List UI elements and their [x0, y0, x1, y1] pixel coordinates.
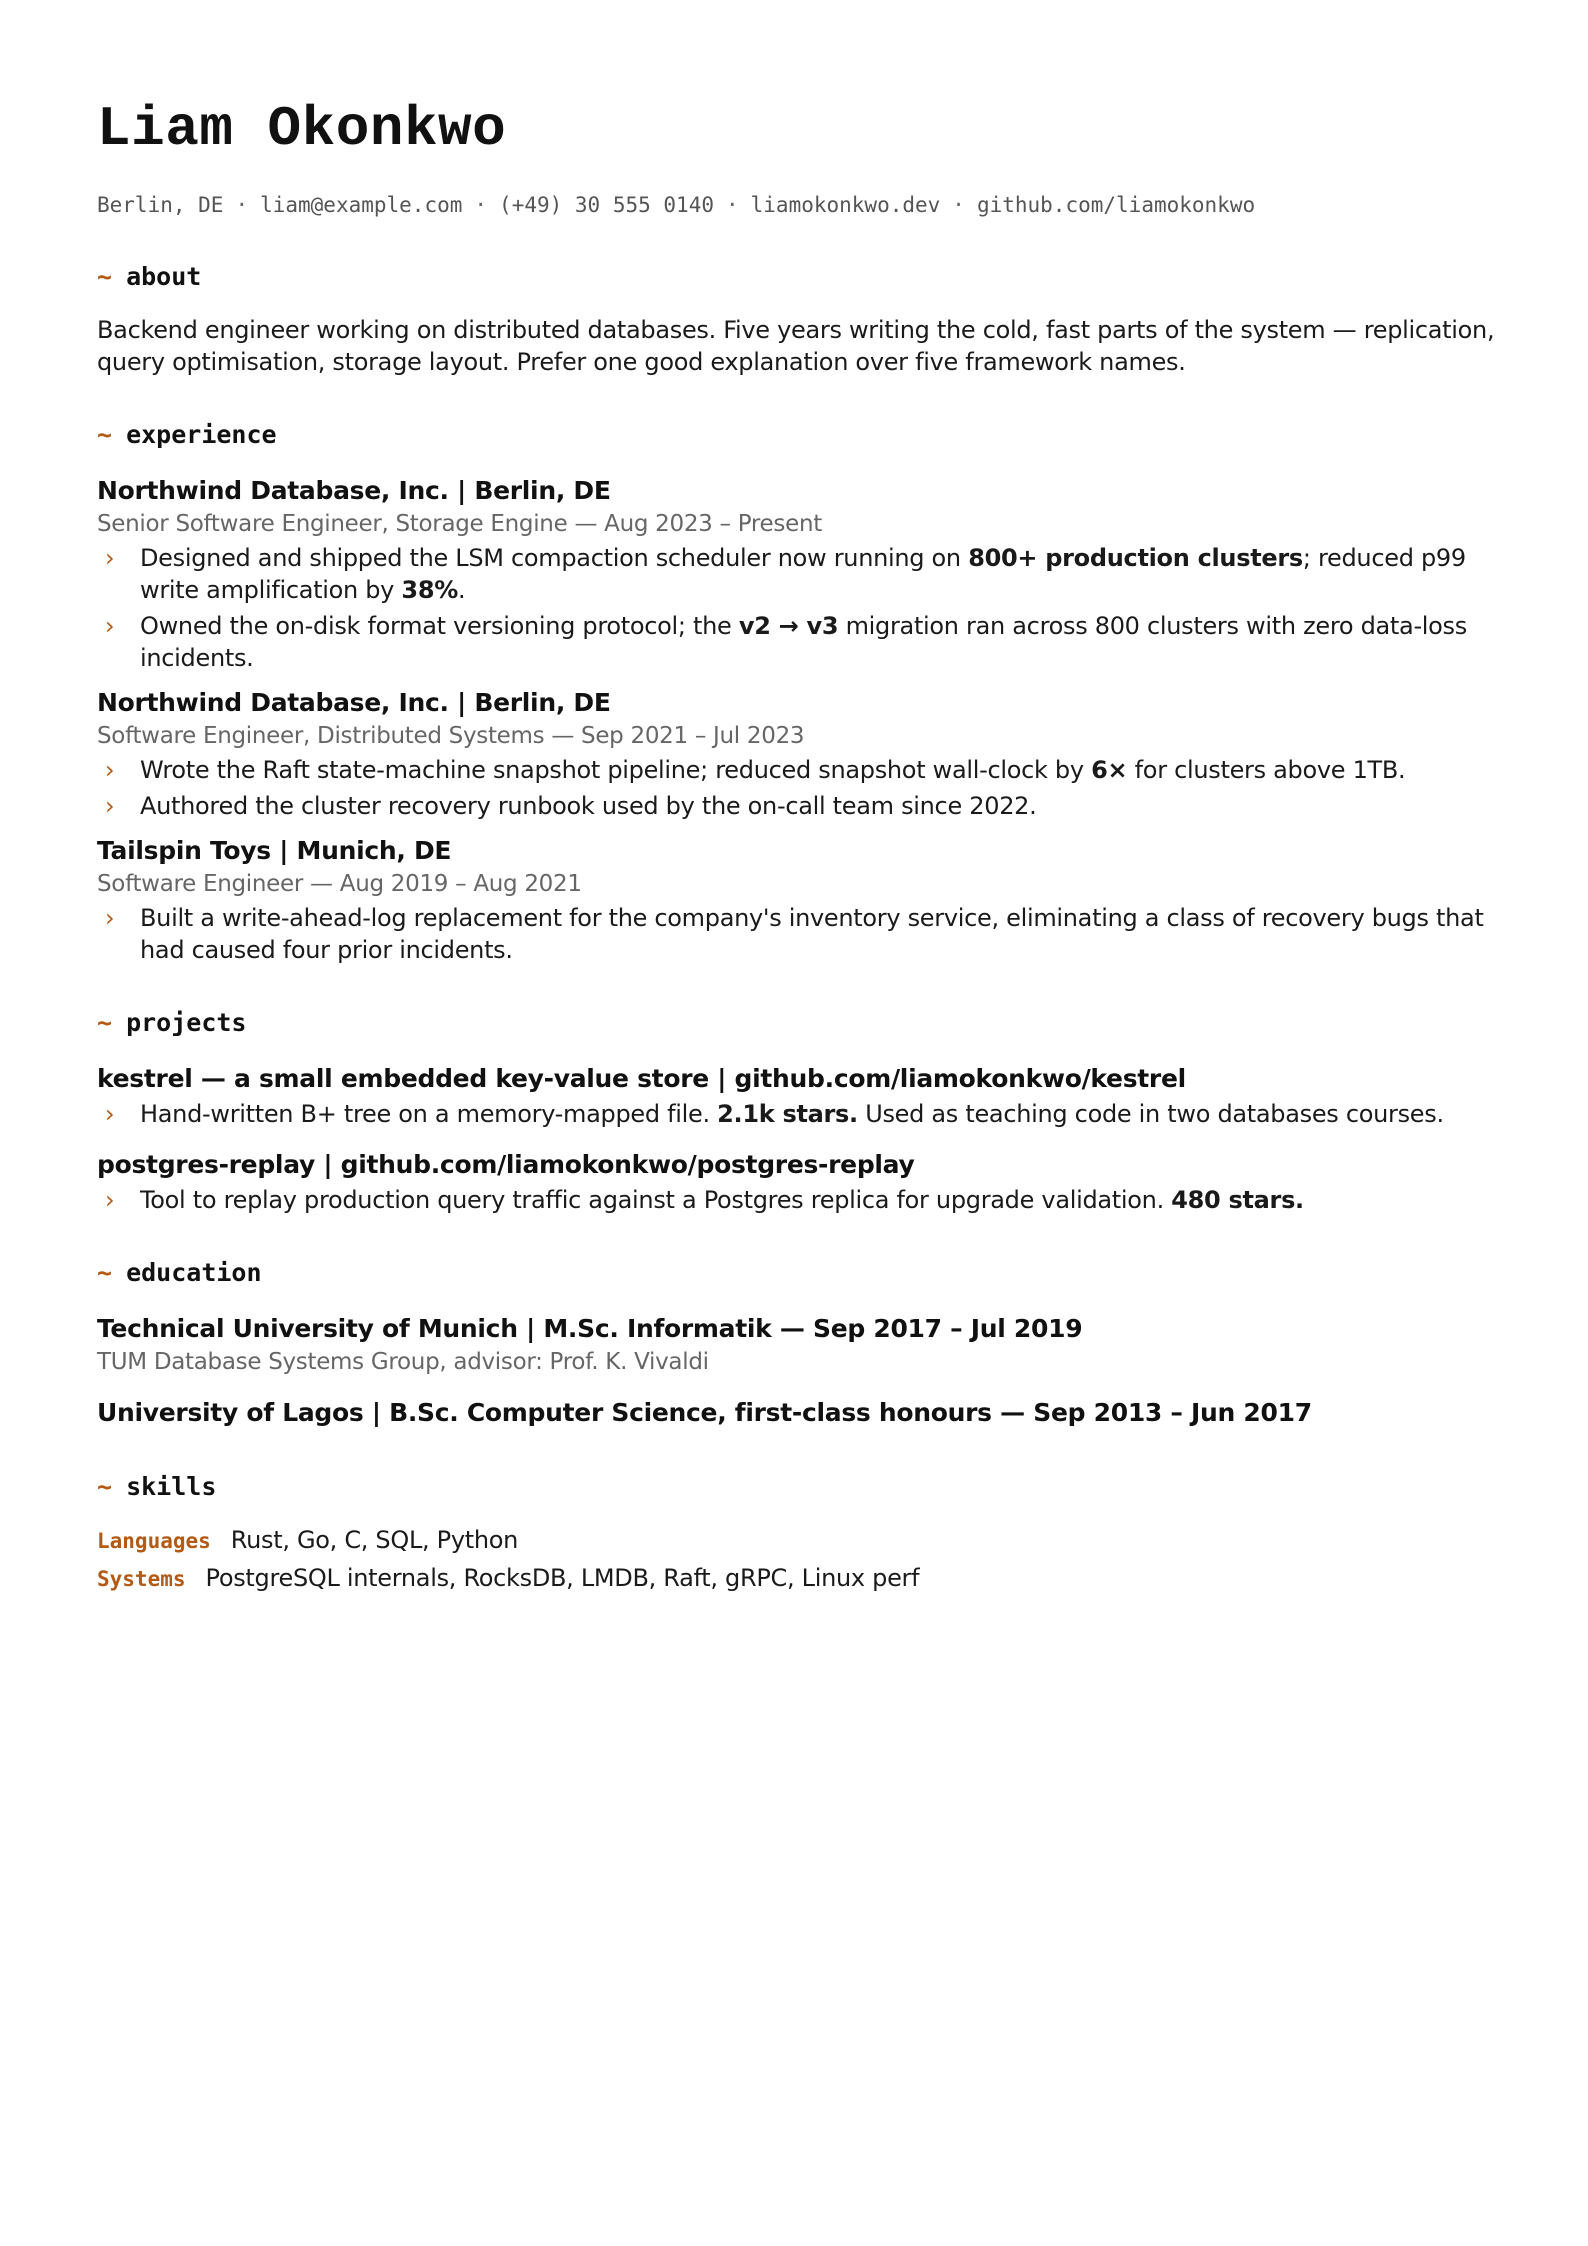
bullet-highlight: 2.1k stars.: [717, 1100, 858, 1128]
contact-email[interactable]: liam@example.com: [260, 193, 463, 217]
bullet-item: [97, 1184, 1507, 1216]
project-bullets: [97, 1098, 1507, 1130]
bullet-highlight: 800+ production clusters: [968, 544, 1303, 572]
chevron-right-icon: ›: [105, 792, 115, 820]
project-entry: [97, 1148, 1507, 1216]
project-title: postgres-replay | github.com/liamokonkwo/postgres-replay: [97, 1150, 915, 1179]
skills-list: [97, 1524, 1507, 1594]
bullet-highlight: 38%: [401, 576, 458, 604]
bullet-item: [97, 754, 1507, 786]
tilde-marker: ~: [97, 420, 113, 449]
experience-entry: [97, 686, 1507, 822]
tilde-marker: ~: [97, 1472, 113, 1501]
chevron-right-icon: ›: [105, 1186, 115, 1214]
skill-row: [97, 1562, 1507, 1594]
skill-value: Rust, Go, C, SQL, Python: [230, 1526, 519, 1554]
tilde-marker: ~: [97, 1008, 113, 1037]
contact-website[interactable]: liamokonkwo.dev: [750, 193, 941, 217]
separator: ·: [235, 193, 249, 217]
section-heading-skills: [97, 1470, 1507, 1504]
bullet-text: .: [457, 576, 466, 604]
chevron-right-icon: ›: [105, 904, 115, 932]
experience-title: Northwind Database, Inc. | Berlin, DE: [97, 476, 611, 505]
experience-subtitle: Senior Software Engineer, Storage Engine — Aug 2023 – Present: [97, 511, 822, 537]
bullet-text: Hand-written B+ tree on a memory-mapped file.: [140, 1100, 718, 1128]
skill-label: Systems: [97, 1567, 186, 1591]
education-title: Technical University of Munich | M.Sc. Informatik — Sep 2017 – Jul 2019: [97, 1314, 1083, 1343]
resume-page: [97, 92, 1507, 1600]
experience-title: Tailspin Toys | Munich, DE: [97, 836, 452, 865]
experience-subtitle: Software Engineer, Distributed Systems — Sep 2021 – Jul 2023: [97, 723, 805, 749]
skill-value: PostgreSQL internals, RocksDB, LMDB, Raft, gRPC, Linux perf: [205, 1564, 920, 1592]
bullet-item: [97, 1098, 1507, 1130]
skill-label: Languages: [97, 1529, 211, 1553]
bullet-item: [97, 610, 1507, 674]
bullet-text: Designed and shipped the LSM compaction scheduler now running on: [140, 544, 969, 572]
contact-github[interactable]: github.com/liamokonkwo: [976, 193, 1256, 217]
separator: ·: [952, 193, 965, 217]
bullet-text: Wrote the Raft state-machine snapshot pipeline; reduced snapshot wall-clock by: [140, 756, 1092, 784]
bullet-highlight: v2 → v3: [738, 612, 839, 640]
separator: ·: [474, 193, 488, 217]
contact-location: Berlin, DE: [97, 193, 224, 217]
bullet-highlight: 480 stars.: [1171, 1186, 1304, 1214]
experience-bullets: [97, 754, 1507, 822]
section-heading-label: projects: [126, 1008, 247, 1037]
project-title: kestrel — a small embedded key-value store | github.com/liamokonkwo/kestrel: [97, 1064, 1186, 1093]
experience-entry: [97, 834, 1507, 966]
chevron-right-icon: ›: [105, 612, 115, 640]
candidate-name: Liam Okonkwo: [97, 97, 507, 161]
bullet-text: Owned the on-disk format versioning protocol; the: [140, 612, 739, 640]
bullet-text: ; reduced p99 write amplification by: [140, 544, 1466, 604]
bullet-highlight: 6×: [1091, 756, 1128, 784]
section-heading-education: [97, 1256, 1507, 1290]
experience-subtitle: Software Engineer — Aug 2019 – Aug 2021: [97, 871, 582, 897]
bullet-text: Authored the cluster recovery runbook used by the on-call team since 2022.: [140, 792, 1037, 820]
section-heading-about: [97, 260, 1507, 294]
experience-bullets: [97, 542, 1507, 674]
section-heading-experience: [97, 418, 1507, 452]
chevron-right-icon: ›: [105, 756, 115, 784]
education-entry: [97, 1396, 1507, 1430]
contact-line: [97, 190, 1507, 220]
project-entry: [97, 1062, 1507, 1130]
section-heading-projects: [97, 1006, 1507, 1040]
skill-row: [97, 1524, 1507, 1556]
about-text: Backend engineer working on distributed databases. Five years writing the cold, fast parts of the system — replication, query optimisation, storage layout. Prefer one good explanation over five framework names.: [97, 316, 1495, 376]
education-title: University of Lagos | B.Sc. Computer Science, first-class honours — Sep 2013 – Jun 2017: [97, 1398, 1312, 1427]
education-entry: [97, 1312, 1507, 1378]
bullet-text: migration ran across 800 clusters with zero data-loss incidents.: [140, 612, 1467, 672]
experience-title: Northwind Database, Inc. | Berlin, DE: [97, 688, 611, 717]
chevron-right-icon: ›: [105, 1100, 115, 1128]
bullet-text: for clusters above 1TB.: [1127, 756, 1406, 784]
experience-bullets: [97, 902, 1507, 966]
section-heading-label: education: [126, 1258, 262, 1287]
separator: ·: [725, 193, 739, 217]
section-heading-label: skills: [126, 1472, 217, 1501]
section-heading-label: experience: [126, 420, 277, 449]
chevron-right-icon: ›: [105, 544, 115, 572]
bullet-text: Used as teaching code in two databases courses.: [857, 1100, 1444, 1128]
contact-phone[interactable]: (+49) 30 555 0140: [499, 193, 714, 217]
tilde-marker: ~: [97, 262, 113, 291]
bullet-item: [97, 790, 1507, 822]
experience-entry: [97, 474, 1507, 674]
bullet-text: Built a write-ahead-log replacement for the company's inventory service, eliminating a class of recovery bugs that had caused four prior incidents.: [140, 904, 1484, 964]
bullet-item: [97, 542, 1507, 606]
bullet-item: [97, 902, 1507, 966]
tilde-marker: ~: [97, 1258, 113, 1287]
section-heading-label: about: [126, 262, 202, 291]
bullet-text: Tool to replay production query traffic against a Postgres replica for upgrade validation.: [140, 1186, 1172, 1214]
education-subtitle: TUM Database Systems Group, advisor: Prof. K. Vivaldi: [97, 1349, 709, 1375]
project-bullets: [97, 1184, 1507, 1216]
